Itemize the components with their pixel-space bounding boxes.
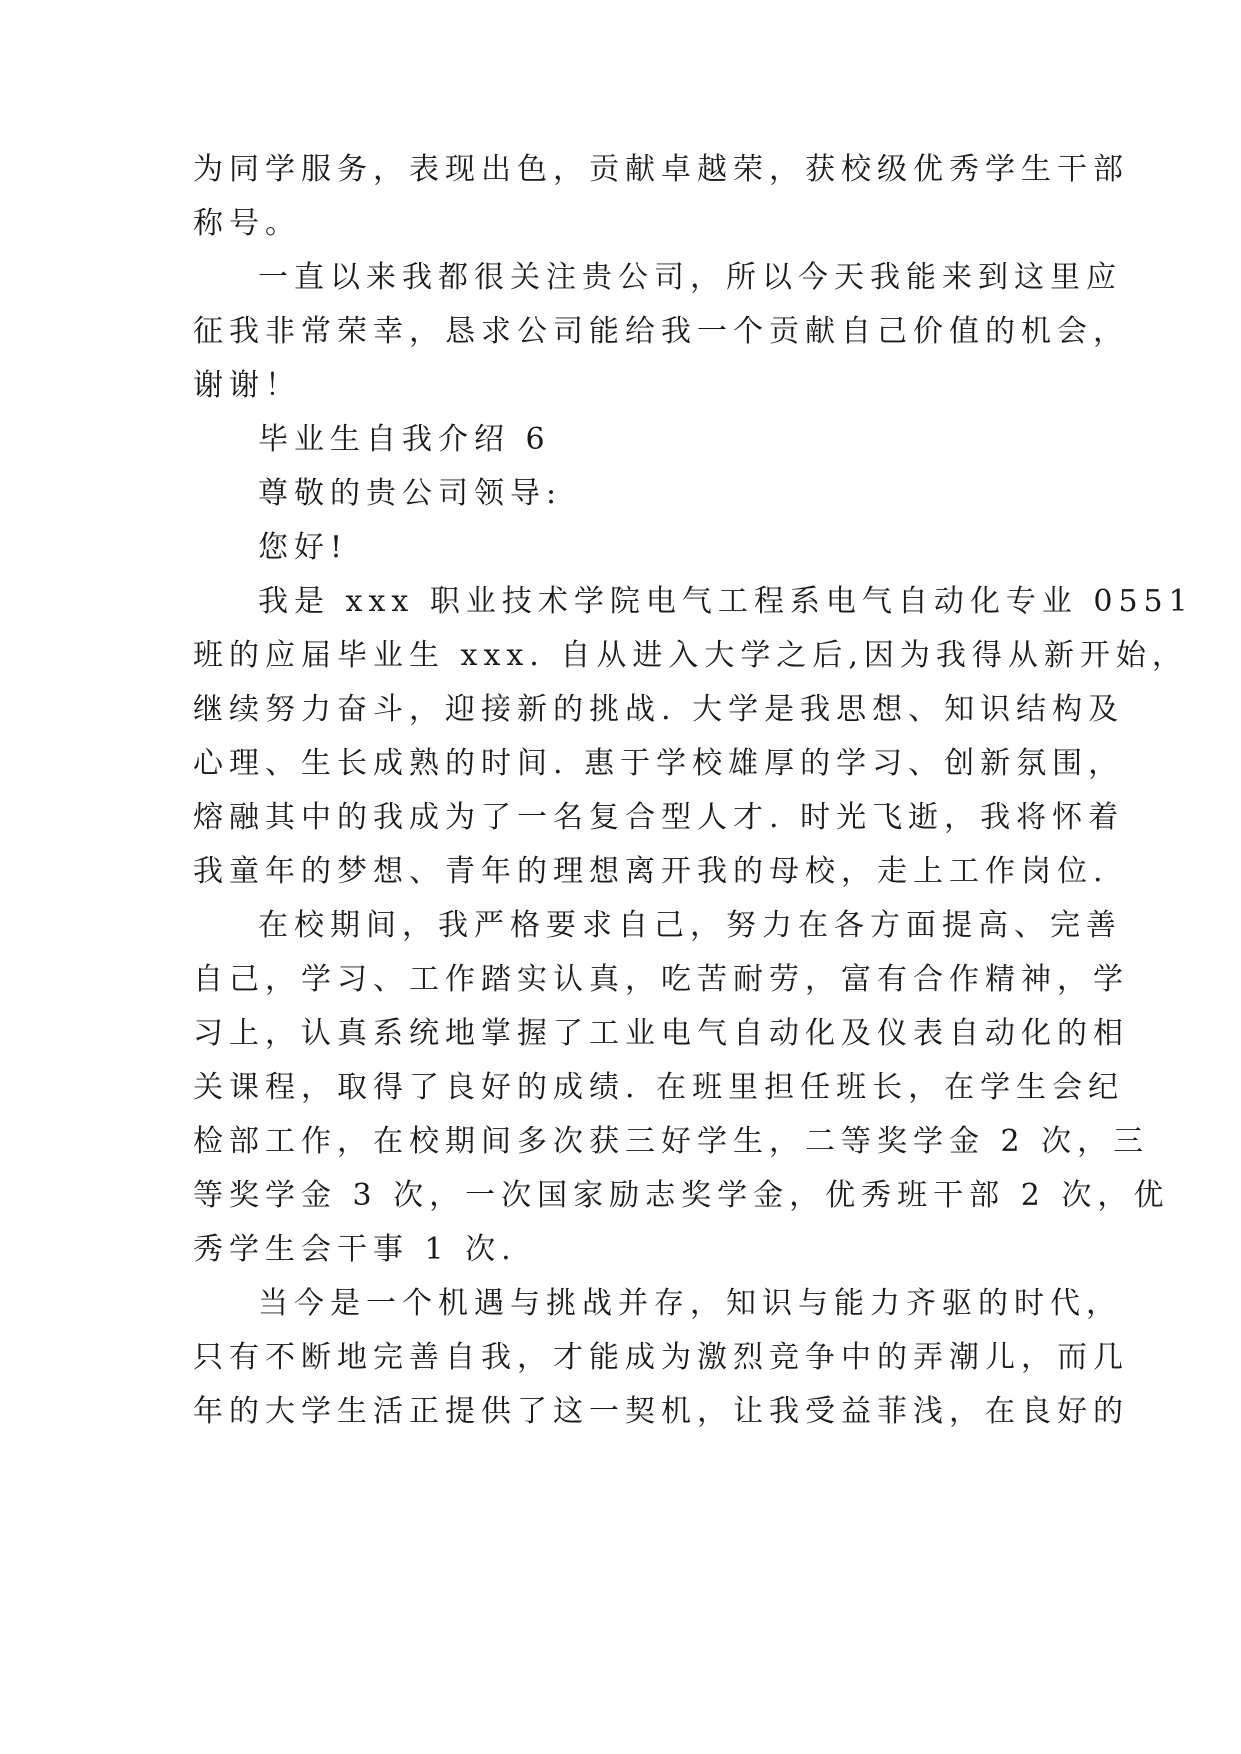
paragraph-start: 一直以来我都很关注贵公司，所以今天我能来到这里应 xyxy=(258,260,1122,295)
text-line: 年的大学生活正提供了这一契机，让我受益菲浅，在良好的 xyxy=(193,1394,1129,1429)
text-line: 谢谢！ xyxy=(193,368,301,403)
text-line: 心理、生长成熟的时间. 惠于学校雄厚的学习、创新氛围， xyxy=(193,746,1125,781)
text-line: 班的应届毕业生 xxx. 自从进入大学之后,因为我得从新开始， xyxy=(193,638,1188,673)
text-line: 等奖学金 3 次，一次国家励志奖学金，优秀班干部 2 次，优 xyxy=(193,1178,1170,1213)
paragraph-start: 我是 xxx 职业技术学院电气工程系电气自动化专业 0551 xyxy=(258,584,1194,619)
text-line: 我童年的梦想、青年的理想离开我的母校，走上工作岗位. xyxy=(193,854,1109,889)
text-line: 只有不断地完善自我，才能成为激烈竞争中的弄潮儿，而几 xyxy=(193,1340,1129,1375)
greeting: 您好! xyxy=(258,530,349,565)
text-line: 检部工作，在校期间多次获三好学生，二等奖学金 2 次，三 xyxy=(193,1124,1150,1159)
text-line: 继续努力奋斗，迎接新的挑战. 大学是我思想、知识结构及 xyxy=(193,692,1125,727)
salutation: 尊敬的贵公司领导: xyxy=(258,476,563,511)
section-heading: 毕业生自我介绍 6 xyxy=(258,422,551,457)
text-line: 习上，认真系统地掌握了工业电气自动化及仪表自动化的相 xyxy=(193,1016,1129,1051)
text-line: 关课程，取得了良好的成绩. 在班里担任班长，在学生会纪 xyxy=(193,1070,1125,1105)
text-line: 自己，学习、工作踏实认真，吃苦耐劳，富有合作精神，学 xyxy=(193,962,1129,997)
paragraph-start: 在校期间，我严格要求自己，努力在各方面提高、完善 xyxy=(258,908,1122,943)
text-line: 熔融其中的我成为了一名复合型人才. 时光飞逝，我将怀着 xyxy=(193,800,1125,835)
text-line: 称号。 xyxy=(193,206,301,241)
text-line: 为同学服务，表现出色，贡献卓越荣，获校级优秀学生干部 xyxy=(193,152,1129,187)
text-line: 秀学生会干事 1 次. xyxy=(193,1232,517,1267)
paragraph-start: 当今是一个机遇与挑战并存，知识与能力齐驱的时代， xyxy=(258,1286,1122,1321)
text-line: 征我非常荣幸，恳求公司能给我一个贡献自己价值的机会， xyxy=(193,314,1129,349)
